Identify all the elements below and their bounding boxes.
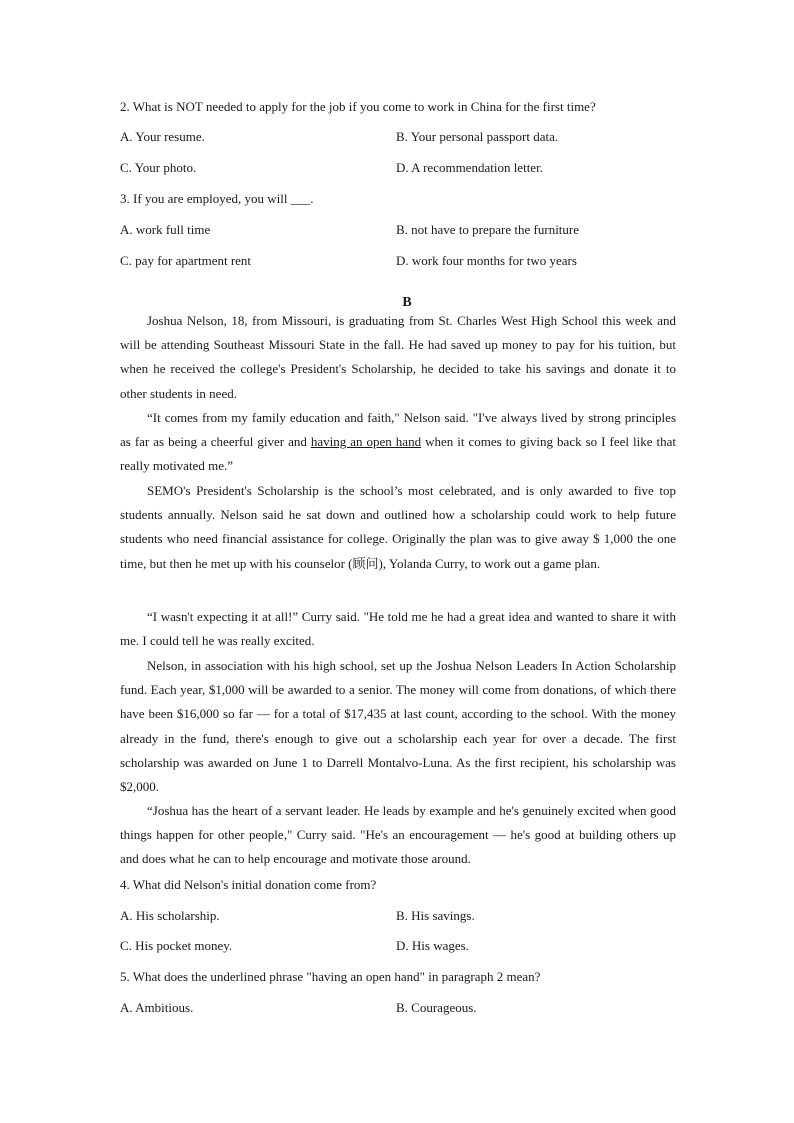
question-2-stem: 2. What is NOT needed to apply for the job if you come to work in China for the first time? [120, 99, 596, 114]
passage-paragraph-4 [120, 605, 676, 653]
passage-paragraph-2 [120, 406, 676, 479]
question-2-option-a: A. Your resume. [120, 129, 205, 144]
question-3-stem: 3. If you are employed, you will ___. [120, 191, 314, 206]
passage-paragraph-2-text-after: when it comes to giving back so I feel like that really motivated me.” [120, 434, 676, 474]
passage-paragraph-3 [120, 479, 676, 576]
passage-paragraph-2-text-before: “It comes from my family education and faith," Nelson said. "I've always lived by strong principles as far as being a cheerful giver and [120, 410, 676, 450]
question-3-option-d: D. work four months for two years [396, 253, 577, 268]
question-2-option-c: C. Your photo. [120, 160, 197, 175]
passage-paragraph-5-text: Nelson, in association with his high school, set up the Joshua Nelson Leaders In Action Scholarship fund. Each year, $1,000 will be awarded to a senior. The money will come from donations, of which there have been $16,000 so far — for a total of $17,435 at last count, according to the school. With the money already in the fund, there's enough to give out a scholarship each year for over a decade. The first scholarship was awarded on June 1 to Darrell Montalvo-Luna. As the first recipient, his scholarship was $2,000. [120, 658, 676, 795]
question-5-option-a: A. Ambitious. [120, 1000, 194, 1015]
section-b-title: B [402, 295, 412, 310]
question-2-option-b: B. Your personal passport data. [396, 129, 559, 144]
question-4-stem: 4. What did Nelson's initial donation come from? [120, 877, 377, 892]
question-4-option-b: B. His savings. [396, 908, 475, 923]
passage-paragraph-1-text: Joshua Nelson, 18, from Missouri, is graduating from St. Charles West High School this week and will be attending Southeast Missouri State in the fall. He had saved up money to pay for his tuition, but when he received the college's President's Scholarship, he decided to take his savings and donate it to other students in need. [120, 313, 676, 401]
question-4-option-d: D. His wages. [396, 938, 469, 953]
question-5-stem: 5. What does the underlined phrase "having an open hand" in paragraph 2 mean? [120, 969, 541, 984]
underlined-phrase: having an open hand [310, 434, 422, 450]
question-3-option-a: A. work full time [120, 222, 211, 237]
question-3-option-b: B. not have to prepare the furniture [396, 222, 580, 237]
question-5-option-b: B. Courageous. [396, 1000, 477, 1015]
passage-paragraph-3-text: SEMO's President's Scholarship is the school’s most celebrated, and is only awarded to five top students annually. Nelson said he sat down and outlined how a scholarship could work to help future students who need financial assistance for college. Originally the plan was to give away $ 1,000 the one time, but then he met up with his counselor (顾问), Yolanda Curry, to work out a game plan. [120, 483, 676, 571]
passage-paragraph-6-text: “Joshua has the heart of a servant leader. He leads by example and he's genuinely excited when good things happen for other people," Curry said. "He's an encouragement — he's good at building others up and does what he can to help encourage and motivate those around. [120, 803, 676, 867]
question-2-option-d: D. A recommendation letter. [396, 160, 543, 175]
passage-paragraph-1 [120, 309, 676, 406]
passage-paragraph-5 [120, 654, 676, 799]
question-4-option-a: A. His scholarship. [120, 908, 220, 923]
question-4-option-c: C. His pocket money. [120, 938, 233, 953]
passage-paragraph-6 [120, 799, 676, 872]
question-3-option-c: C. pay for apartment rent [120, 253, 252, 268]
passage-paragraph-4-text: “I wasn't expecting it at all!” Curry said. "He told me he had a great idea and wanted to share it with me. I could tell he was really excited. [120, 609, 676, 649]
